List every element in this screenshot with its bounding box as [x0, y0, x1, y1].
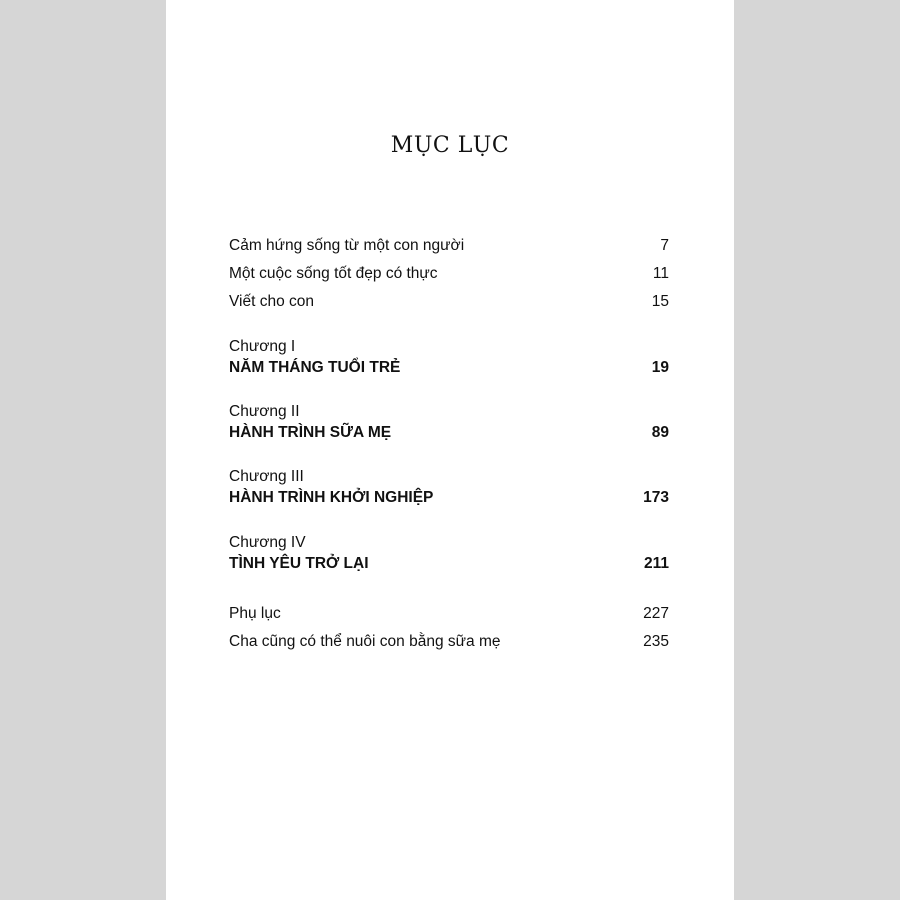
page-title: MỤC LỤC: [390, 133, 510, 158]
chapter-title: HÀNH TRÌNH SỮA MẸ: [229, 424, 392, 441]
chapter-page: 19: [651, 359, 669, 376]
chapter-title: HÀNH TRÌNH KHỞI NGHIỆP: [229, 489, 434, 506]
chapter-title: NĂM THÁNG TUỔI TRẺ: [229, 359, 401, 376]
toc-entry-page: 235: [643, 633, 669, 650]
toc-entry-page: 15: [651, 293, 669, 310]
toc-entry-page: 11: [652, 265, 669, 282]
toc-entry-label: Cảm hứng sống từ một con người: [229, 237, 465, 254]
chapter-title: TÌNH YÊU TRỞ LẠI: [229, 555, 369, 572]
toc-entry: [229, 265, 669, 287]
chapter-number: Chương III: [229, 468, 304, 485]
chapter-number: Chương I: [229, 338, 296, 355]
chapter-entry: [229, 489, 669, 511]
toc-entry: [229, 605, 669, 627]
toc-entry: [229, 293, 669, 315]
toc-entry-label: Viết cho con: [229, 293, 315, 310]
toc-entry-label: Phụ lục: [229, 605, 281, 622]
toc-entry-label: Cha cũng có thể nuôi con bằng sữa mẹ: [229, 633, 501, 650]
chapter-number: Chương IV: [229, 534, 306, 551]
toc-entry-label: Một cuộc sống tốt đẹp có thực: [229, 265, 438, 282]
chapter-page: 89: [651, 424, 669, 441]
toc-entry-page: 227: [643, 605, 669, 622]
chapter-number: Chương II: [229, 403, 300, 420]
toc-entry: [229, 633, 669, 655]
toc-entry-page: 7: [660, 237, 669, 254]
chapter-entry: [229, 359, 669, 381]
chapter-entry: [229, 555, 669, 577]
chapter-entry: [229, 424, 669, 446]
chapter-page: 211: [643, 555, 669, 572]
book-page: [166, 0, 734, 900]
toc-entry: [229, 237, 669, 259]
chapter-page: 173: [643, 489, 669, 506]
